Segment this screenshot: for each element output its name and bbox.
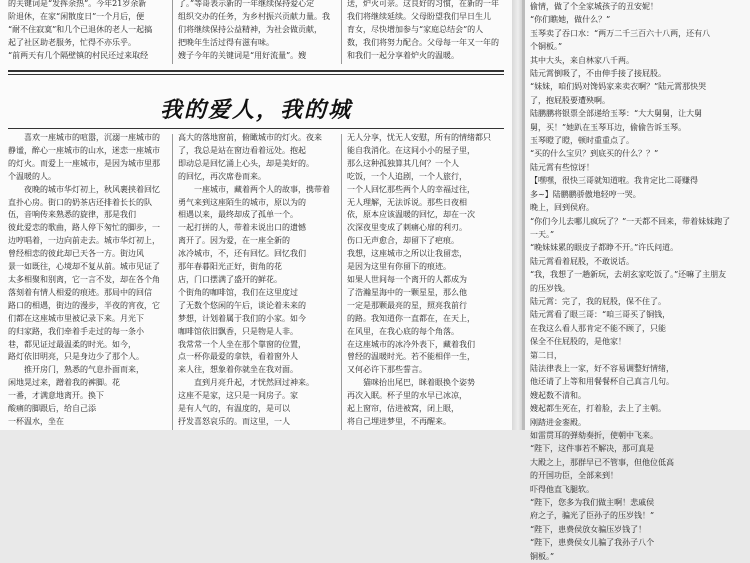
- section-divider-top: [8, 70, 504, 72]
- article-line: 吃饭，一个人追剧，一个人旅行，: [347, 171, 467, 181]
- article-line: 一个人回忆那些两个人的幸福过往，: [347, 184, 475, 194]
- article-line: 的回忆，再次席卷而来。: [178, 171, 266, 181]
- article-line: 闲地晃过来，蹭着我的裤脚。花: [8, 378, 120, 388]
- article-line: 景一如既往，心境却不复从前。城市见证了: [8, 262, 160, 272]
- article-line: 太多相聚和别离，它一言不发，却在各个角: [8, 274, 160, 284]
- article-line: 夜晚的城市华灯初上，秋风裹挟着回忆: [24, 184, 160, 194]
- right-page-border: [522, 0, 525, 430]
- article-line: 的归家路，我们牵着手走过的每一条小: [8, 326, 144, 336]
- title-underline: [8, 128, 504, 129]
- article-line: 的路。我知道你一直都在，在天上，: [347, 313, 475, 323]
- article-line: 是因为这里有你留下的痕迹。: [347, 262, 451, 272]
- article-line: 猫咪抬出尾巴，眯着眼换个姿势: [363, 378, 475, 388]
- right-page-line: 其中大头，来自林家八千两。: [530, 55, 634, 65]
- article-line: 即动总是回忆涌上心头，却是美好的。: [178, 158, 314, 168]
- column-divider: [172, 134, 173, 430]
- right-page-line: 大殿之上，那群早已不管事，但他位低高: [530, 457, 674, 467]
- article-line: 落刻着有情人相爱的痕迹。那局中的回信: [8, 287, 152, 297]
- article-line: 一杯温水，坐在: [8, 416, 64, 426]
- right-page-line: 在我这么看人那肯定不能不顾了，只能: [530, 323, 666, 333]
- text-line: “前两天有几个隔壁镇的村民还过来取经: [8, 50, 149, 60]
- article-line: 直扑心房。街口的奶茶店还排着长长的队: [8, 197, 152, 207]
- article-line: 次深夜里变成了刺痛心扉的利刃。: [347, 223, 467, 233]
- right-page-line: 陆元霄看了眼三哥：“咱三哥买了铜钱，: [530, 310, 671, 320]
- article-title: 我的爱人，我的城: [159, 97, 352, 123]
- article-line: 在这座城市的冰冷外表下，藏着我们: [347, 339, 475, 349]
- right-page-line: 陆法律表上一家，好不容易调整好情绪，: [530, 363, 674, 373]
- article-line: 酸痛的脚跟后，给自己添: [8, 404, 96, 414]
- article-line: 了浩瀚星海中的一颗星星，那么他: [347, 287, 467, 297]
- top-column-3: [347, 0, 505, 63]
- article-line: 了，我总是站在窗边看着远处。抱起: [178, 145, 306, 155]
- article-column-3: [347, 132, 505, 429]
- article-line: 离开了。因为爱，在一座全新的: [178, 236, 290, 246]
- article-line: 店，门口摆满了盛开的鲜花。: [178, 274, 282, 284]
- article-line: 勇气来到这座陌生的城市，原以为的: [178, 197, 306, 207]
- right-page-line: 玉琴卖了吞口水：“两万二千三百六十八两，还有八: [530, 28, 711, 38]
- right-page-line: “你们瞧她，做什么？”: [530, 15, 611, 25]
- right-page-line: 嫂起都生死在，打着脸，去上了主朝。: [530, 404, 666, 414]
- article-line: 冰冷城市，不，还有回忆。回忆我们: [178, 249, 306, 259]
- text-line: 阶退休，在家“闲散度日”一个月后，便: [8, 11, 145, 21]
- article-line: 彼此爱恋的歌曲，路人停下匆忙的脚步，一: [8, 223, 160, 233]
- right-page-line: 玉琴瞪了瞪，顿时重重点了。: [530, 136, 634, 146]
- article-line: 的灯火。而爱上一座城市，是因为城市里那: [8, 158, 160, 168]
- right-page-line: 陆元霄倒吸了，不由伸手接了接屁股。: [530, 69, 666, 79]
- article-line: 伤口无声愈合，却留下了疤痕。: [347, 236, 459, 246]
- right-page-line: 陆元霄看着屁股，不敢说话。: [530, 256, 634, 266]
- right-page-line: 偷情，做了个全家城孩子的丑安妮！: [530, 2, 658, 11]
- article-line: 们都在这座城市里被记录下来。月光下: [8, 313, 144, 323]
- article-line: 再次入眠。杯子里的水早已冰凉，: [347, 391, 467, 401]
- right-page-line: “陛下，患费侯女儿骗了我孙子八个: [530, 538, 655, 548]
- column-divider: [172, 0, 173, 64]
- right-page-line: 刚踏进金銮殿。: [530, 417, 586, 427]
- article-line: 又何必许下那些誓言。: [347, 365, 427, 375]
- right-page-line: 如雷贯耳的弹劾奏折，使朝中飞来。: [530, 431, 658, 440]
- text-line: 组织交办的任务，为乡村振兴贡献力量。我: [178, 11, 330, 21]
- right-page-line: “买的什么宝贝？到底买的什么？？”: [530, 149, 659, 159]
- article-line: 伍，音响传来熟悉的旋律，那是我们: [8, 210, 136, 220]
- article-line: 我想，这座城市之所以让我留恋，: [347, 249, 467, 259]
- article-line: 依，原本应该温暖的回忆，却在一次: [347, 210, 475, 220]
- page-gutter: [512, 0, 522, 430]
- right-page-line: 晚上，回到侯府。: [530, 203, 594, 213]
- article-line: 一起打拼的人，带着未说出口的遗憾: [178, 223, 306, 233]
- right-page: [522, 0, 750, 561]
- article-line: 曾经相恋的彼此却已天各一方。街边风: [8, 249, 144, 259]
- right-page-line: 铜板。”: [530, 551, 555, 561]
- right-page-line: 第二日，: [530, 350, 562, 360]
- right-page-line: “陛下，这件事若不解决，那可真是: [530, 444, 655, 454]
- article-line: 高大的落地窗前，俯瞰城市的灯火。夜来: [178, 133, 322, 142]
- article-line: 我常常一个人坐在那个靠窗的位置，: [178, 339, 306, 349]
- text-line: 了。”等哥表示新的一年继续保持爱心定: [178, 0, 315, 8]
- right-page-text: [530, 0, 744, 563]
- right-page-line: 嫂起数不清和。: [530, 390, 586, 400]
- right-page-line: “陛下，患费侯放女骗压岁钱了！: [530, 524, 647, 534]
- article-line: 个街角的咖啡馆，我们在这里度过: [178, 287, 298, 297]
- article-line: 一定是那颗最亮的星，照亮我前行: [347, 300, 467, 310]
- article-line: 如果人世间每一个离开的人都成为: [347, 274, 467, 284]
- article-line: 能自我消化。在这间小小的屋子里，: [347, 145, 475, 155]
- text-line: 送，炉火可亲。这良好的习惯，在新的一年: [347, 0, 499, 8]
- text-line: 嫂子今年的关键词是“用好流量”。嫂: [178, 50, 307, 60]
- article-line: 一座城市，藏着两个人的故事，携带着: [194, 184, 330, 194]
- article-line: 个温暖的人。: [8, 171, 56, 181]
- right-page-line: 的开国功臣，全部来到！: [530, 471, 618, 481]
- text-line: “耐不住寂寞”和几个已退休的老人一起搞: [8, 24, 153, 34]
- article-line: 相遇以来，最终却成了孤单一个。: [178, 210, 298, 220]
- right-page-line: 【嘿嘿，很快三哥就知道啦。我肯定比二哥赚得: [530, 176, 698, 186]
- column-divider: [341, 0, 342, 64]
- right-page-line: 的压岁钱。: [530, 283, 570, 293]
- article-line: 起上窗帘，估进被窝，闭上眼，: [347, 404, 459, 414]
- right-page-line: 他还请了上等和用餐餐杯自己真言几句。: [530, 377, 674, 387]
- article-line: 抒发喜怒哀乐的。而这里，一人: [178, 416, 290, 426]
- right-page-line: 个铜板。”: [530, 42, 563, 52]
- right-page-line: 吓得他直飞腿软。: [530, 484, 594, 494]
- article-line: 路灯依旧明亮，只是身边少了那个人。: [8, 352, 144, 362]
- article-column-1: [8, 132, 166, 429]
- article-line: 咖啡馆依旧飘香，只是物是人非。: [178, 326, 298, 336]
- text-line: 起了社区助老服务，忙得不亦乐乎。: [8, 37, 136, 47]
- right-page-line: “我，我想了一趟新玩，去胡玄家吃饭了。”还嘛了主朋友: [530, 270, 727, 280]
- article-line: 无人理解，无法诉说。那些日夜相: [347, 197, 467, 207]
- article-line: 直到月亮升起，才恍然回过神来。: [194, 378, 314, 388]
- text-line: 育女，尽快增加参与“家庭总结会”的人: [347, 24, 484, 34]
- text-line: 把晚年生活过得有滋有味。: [178, 37, 274, 47]
- right-page-line: “晚妹妹累的眼皮子都睁不开。”许氏问道。: [530, 243, 679, 253]
- article-line: 是有人气的，有温度的，是可以: [178, 404, 290, 414]
- text-line: 的关键词是“发挥余热”。今年21岁余新: [8, 0, 147, 8]
- right-page-line: 陆元霄有些惊讶！: [530, 162, 594, 172]
- article-line: 一番，才满意地离开。换下: [8, 391, 104, 401]
- right-page-line: 舅，买！”她趴在玉琴耳边，偷偷告诉玉琴。: [530, 122, 687, 132]
- article-line: 这座不是家，这只是一间房子。家: [178, 391, 298, 401]
- article-line: 将自己埋进梦里，不再醒来。: [347, 416, 451, 426]
- article-line: 来人往，想象着你就坐在我对面。: [178, 365, 298, 375]
- right-page-line: 一天。”: [530, 229, 555, 239]
- article-line: 了无数个悠闲的午后，谈论着未来的: [178, 300, 306, 310]
- text-line: 数，我们将努力配合。父母每一年又一年的: [347, 37, 499, 47]
- right-page-line: “妹妹，咱们妈对馋妈家来卖衣啊？”陆元霄那快哭: [530, 82, 707, 92]
- article-line: 推开房门，熟悉的气息扑面而来，: [24, 365, 144, 375]
- article-line: 边哼唱着，一边向前走去。城市华灯初上，: [8, 236, 160, 246]
- right-page-line: “陛下，您多为我们做主啊！悲戚侯: [530, 498, 655, 508]
- right-page-line: 府之子，骗光了臣孙子的压岁钱！”: [530, 511, 655, 521]
- text-line: 和我们一起分享着炉火的温暖。: [347, 50, 459, 60]
- article-line: 喜欢一座城市的喧嚣，沉溺一座城市的: [24, 133, 160, 142]
- article-line: 那么这种孤独算其几何？一个人: [347, 158, 459, 168]
- article-line: 在风里，在我心底的每个角落。: [347, 326, 459, 336]
- article-line: 点一杯你最爱的拿铁，看着窗外人: [178, 352, 298, 362]
- text-line: 我们将继续延续。父母盼望我们早日生儿: [347, 11, 491, 21]
- text-line: 们将继续保持公益精神，为社会做贡献，: [178, 24, 322, 34]
- section-divider-thin: [8, 74, 504, 75]
- article-line: 静谧，醉心一座城市的山水，迷恋一座城市: [8, 145, 160, 155]
- article-line: 那年春暮阳光正好，街角的花: [178, 262, 282, 272]
- right-page-line: “你们今儿去哪儿疯玩了？”一天都不回来，带着妹妹跑了: [530, 216, 731, 226]
- article-line: 无人分享，忧无人安慰，所有的情绪都只: [347, 133, 491, 142]
- column-divider: [341, 134, 342, 430]
- right-page-line: 陆元霄：完了，我的屁股，保不住了。: [530, 296, 666, 306]
- top-column-2: [178, 0, 336, 63]
- article-line: 梦想，计划着属于我们的小家。如今: [178, 313, 306, 323]
- article-column-2: [178, 132, 336, 429]
- right-page-line: 保全不住屁股的，是他家！: [530, 337, 626, 347]
- article-line: 曾经的温暖时光。若不能相伴一生，: [347, 352, 475, 362]
- right-page-line: 多~】陆鹏鹏骄傲地轻哼一哭。: [530, 189, 641, 199]
- article-line: 路口的相遇，街边的漫步，半夜的宵夜，它: [8, 300, 160, 310]
- right-page-line: 陆鹏鹏将银票全部递给玉琴：“大大舅舅，让大舅: [530, 109, 703, 119]
- right-page-line: 了，抱屁股要遭殃啊。: [530, 95, 610, 105]
- top-column-1: [8, 0, 166, 63]
- article-line: 巷，都见证过最温柔的时光。如今，: [8, 339, 136, 349]
